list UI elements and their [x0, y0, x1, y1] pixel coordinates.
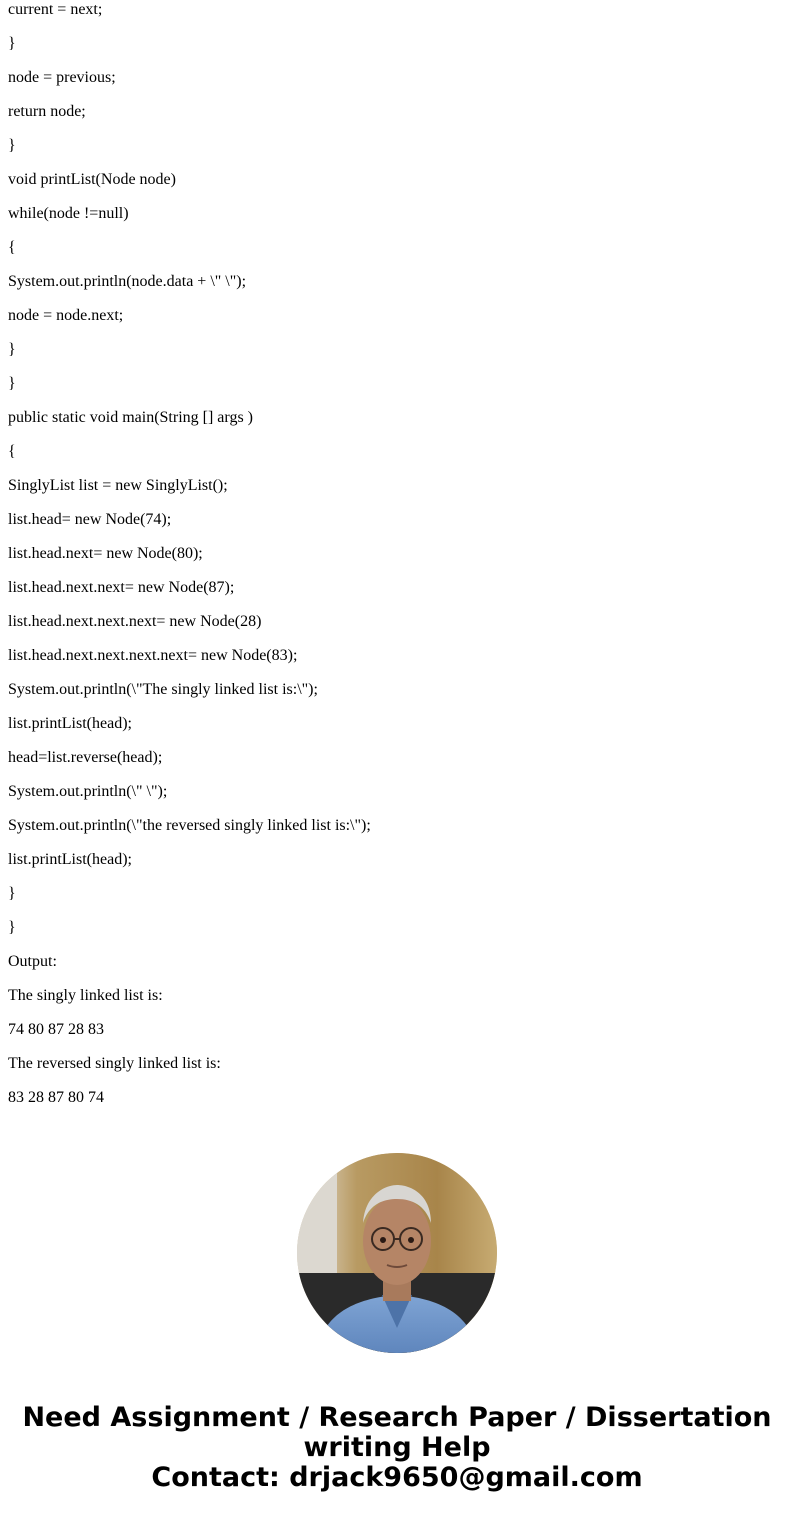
- code-line: list.head.next.next.next= new Node(28): [8, 613, 262, 630]
- code-line: }: [8, 919, 16, 936]
- code-line: }: [8, 35, 16, 52]
- code-line: System.out.println(\"The singly linked list is:\");: [8, 681, 318, 698]
- code-line: return node;: [8, 103, 86, 120]
- code-line: while(node !=null): [8, 205, 129, 222]
- code-line: }: [8, 885, 16, 902]
- code-line: SinglyList list = new SinglyList();: [8, 477, 228, 494]
- code-line: node = previous;: [8, 69, 116, 86]
- contact-banner: [0, 1403, 794, 1493]
- code-line: list.head= new Node(74);: [8, 511, 172, 528]
- output-line: 74 80 87 28 83: [8, 1021, 104, 1038]
- code-line: {: [8, 239, 16, 256]
- code-line: void printList(Node node): [8, 171, 176, 188]
- code-line: list.printList(head);: [8, 715, 132, 732]
- code-line: list.head.next.next.next.next= new Node(83);: [8, 647, 298, 664]
- code-line: list.printList(head);: [8, 851, 132, 868]
- code-line: }: [8, 341, 16, 358]
- author-portrait-icon: [297, 1153, 497, 1353]
- code-line: node = node.next;: [8, 307, 124, 324]
- code-line: }: [8, 137, 16, 154]
- author-avatar: [297, 1153, 497, 1353]
- output-line: The singly linked list is:: [8, 987, 163, 1004]
- cta-line-1: Need Assignment / Research Paper / Dissertation: [22, 1402, 772, 1433]
- cta-contact: Contact: drjack9650@gmail.com: [151, 1462, 643, 1493]
- code-line: System.out.println(\" \");: [8, 783, 168, 800]
- cta-line-2: writing Help: [303, 1432, 491, 1463]
- code-line: System.out.println(node.data + \" \");: [8, 273, 247, 290]
- code-line: head=list.reverse(head);: [8, 749, 163, 766]
- output-heading: Output:: [8, 953, 57, 970]
- code-line: System.out.println(\"the reversed singly linked list is:\");: [8, 817, 371, 834]
- code-line: list.head.next.next= new Node(87);: [8, 579, 235, 596]
- output-line: The reversed singly linked list is:: [8, 1055, 221, 1072]
- code-line: }: [8, 375, 16, 392]
- code-line: public static void main(String [] args ): [8, 409, 253, 426]
- code-line: {: [8, 443, 16, 460]
- code-line: current = next;: [8, 1, 103, 18]
- code-line: list.head.next= new Node(80);: [8, 545, 203, 562]
- output-line: 83 28 87 80 74: [8, 1089, 104, 1106]
